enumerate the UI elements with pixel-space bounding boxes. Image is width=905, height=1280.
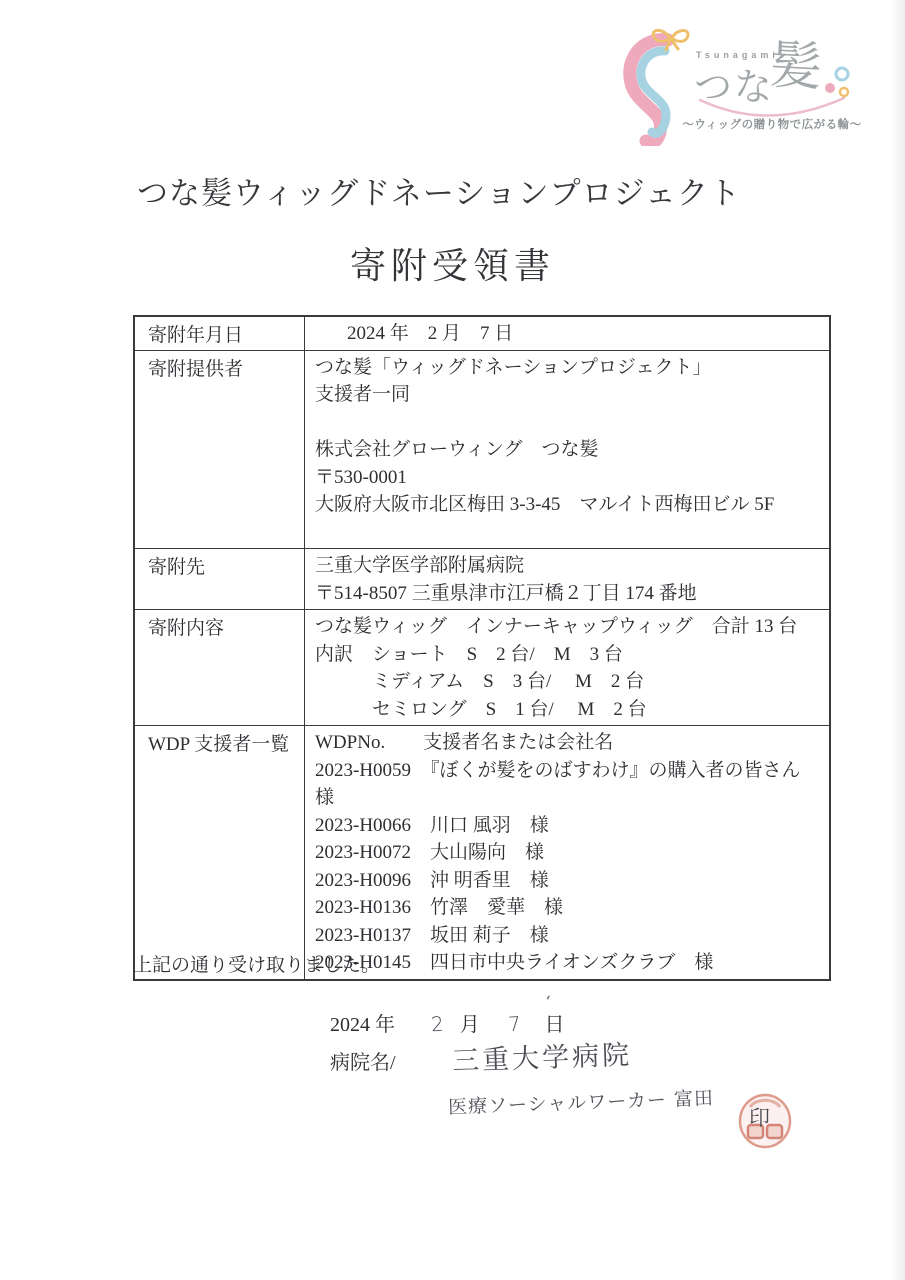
document-title: つな髪ウィッグドネーションプロジェクト (137, 176, 741, 211)
stamp-placeholder-char: 印 (749, 1106, 770, 1130)
tsunagami-logo (608, 22, 888, 146)
table-cell-line: 2023-H0137 坂田 莉子 様 (315, 924, 549, 946)
table-row-donation-contents (135, 609, 829, 725)
table-cell-line: 2023-H0066 川口 風羽 様 (315, 814, 549, 836)
document-subtitle: 寄附受領書 (349, 246, 555, 286)
table-cell-line: 2023-H0072 大山陽向 様 (315, 842, 545, 863)
table-cell-line: セミロング S 1 台/ M 2 台 (315, 698, 647, 720)
table-row-recipient (135, 548, 829, 609)
logo-accent-dots-icon (820, 64, 854, 104)
logo-brand-kana: つな (694, 65, 775, 109)
row-value (305, 610, 829, 725)
logo-brand-kanji: 髪 (768, 35, 824, 99)
row-value (305, 549, 829, 609)
receipt-table (133, 315, 831, 981)
table-cell-line: 〒514-8507 三重県津市江戸橋２丁目 174 番地 (315, 582, 697, 604)
table-cell-line: 〒530-0001 (315, 466, 407, 488)
red-hanko-stamp (736, 1090, 794, 1150)
table-row-donor (135, 350, 829, 549)
handwritten-day: 7 (506, 1011, 522, 1037)
table-cell-line: 内訳 ショート S 2 台/ M 3 台 (315, 643, 623, 665)
month-label: 月 (459, 1014, 480, 1036)
logo-tagline: 〜ウィッグの贈り物で広がる輪〜 (682, 119, 862, 131)
table-cell-line: つな髪ウィッグ インナーキャップウィッグ 合計 13 台 (315, 616, 798, 637)
handwritten-hospital-name: 三重大学病院 (451, 1039, 633, 1078)
received-confirmation-note: 上記の通り受け取りました。 (133, 955, 381, 976)
table-cell-line: ミディアム S 3 台/ M 2 台 (315, 671, 645, 692)
table-cell-line: WDPNo. 支援者名または会社名 (315, 732, 614, 753)
table-cell-line (315, 409, 829, 437)
handwritten-month: 2 (430, 1011, 445, 1037)
day-label: 日 (544, 1014, 565, 1036)
signature-date-line (330, 1008, 564, 1037)
row-label: 寄附提供者 (135, 351, 305, 549)
table-cell-line: 2024 年 2 月 7 日 (347, 323, 514, 344)
table-cell-line: 2023-H0096 沖 明香里 様 (315, 869, 549, 891)
scan-edge-shading (891, 0, 905, 1280)
row-value (305, 351, 829, 549)
table-cell-line (315, 519, 829, 547)
row-label: 寄附先 (135, 549, 305, 609)
table-cell-line: 2023-H0145 四日市中央ライオンズクラブ 様 (315, 952, 714, 973)
table-cell-line: 支援者一同 (315, 384, 411, 405)
table-cell-line: 株式会社グローウィング つな髪 (315, 439, 599, 460)
hospital-name-label: 病院名/ (330, 1052, 396, 1074)
table-cell-line: つな髪「ウィッグドネーションプロジェクト」 (315, 356, 712, 378)
table-cell-line: 三重大学医学部附属病院 (315, 555, 525, 576)
table-cell-line: 2023-H0136 竹澤 愛華 様 (315, 897, 564, 918)
row-label: 寄附年月日 (135, 317, 305, 350)
table-row-donation-date (135, 317, 829, 350)
table-cell-line: 2023-H0059 『ぼくが髪をのばすわけ』の購入者の皆さん 様 (315, 759, 820, 808)
handwritten-signature: 医療ソーシャルワーカー 富田 (447, 1087, 715, 1119)
row-label: 寄附内容 (135, 610, 305, 725)
row-value (305, 317, 829, 350)
table-cell-line: 大阪府大阪市北区梅田 3-3-45 マルイト西梅田ビル 5F (315, 494, 775, 515)
logo-brand-en: Tsunagami (696, 50, 779, 60)
table-row-supporter-list (135, 725, 829, 979)
date-year: 2024 年 (330, 1014, 395, 1036)
row-value (305, 726, 829, 979)
row-label: WDP 支援者一覧 (135, 726, 305, 979)
stray-pen-mark: ‘ (543, 991, 553, 1012)
